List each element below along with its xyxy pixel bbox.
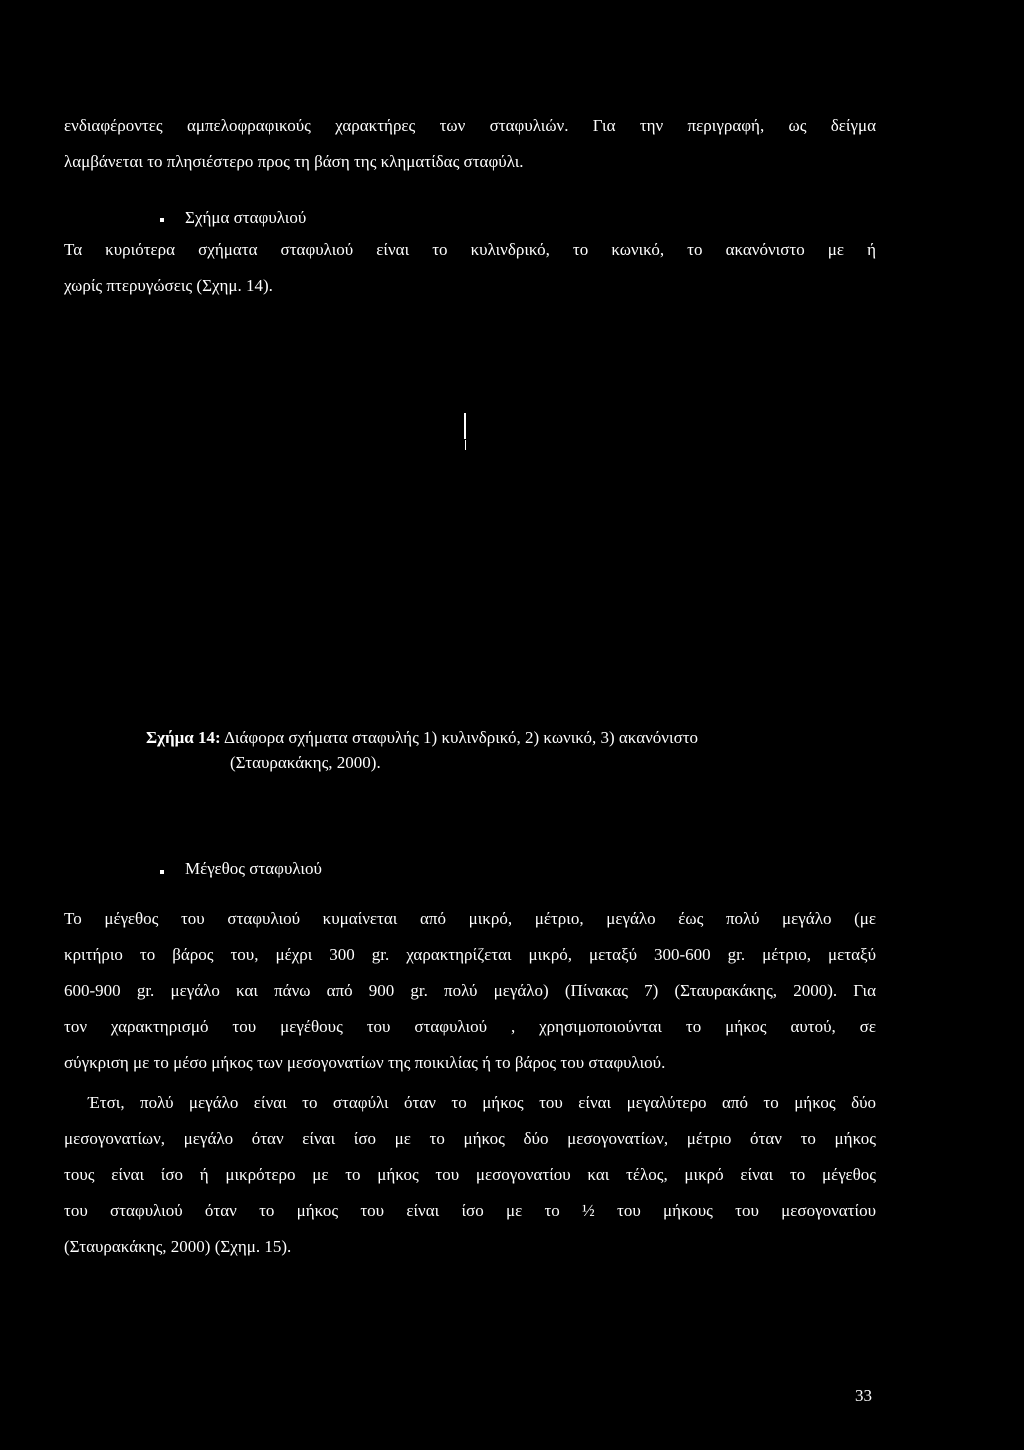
- intro-line-1: ενδιαφέροντες αμπελοφραφικούς χαρακτήρες των σταφυλιών. Για την περιγραφή, ως δείγμα: [64, 116, 876, 135]
- figure-caption-line-2: (Σταυρακάκης, 2000).: [230, 753, 381, 772]
- size-line-2: κριτήριο το βάρος του, μέχρι 300 gr. χαρακτηρίζεται μικρό, μεταξύ 300-600 gr. μέτριο, μεταξύ: [64, 945, 876, 964]
- size-line-4: τον χαρακτηρισμό του μεγέθους του σταφυλιού , χρησιμοποιούνται το μήκος αυτού, σε: [64, 1017, 876, 1036]
- figure-caption-label: Σχήμα 14:: [146, 728, 221, 747]
- page-number: 33: [855, 1386, 872, 1405]
- size-para2-line-3: τους είναι ίσο ή μικρότερο με το μήκος του μεσογονατίου και τέλος, μικρό είναι το μέγεθος: [64, 1165, 876, 1184]
- figure-mark: [464, 413, 466, 439]
- size-section-heading: Μέγεθος σταφυλιού: [185, 859, 322, 878]
- intro-line-2: λαμβάνεται το πλησιέστερο προς τη βάση της κληματίδας σταφύλι.: [64, 152, 524, 171]
- size-line-3: 600-900 gr. μεγάλο και πάνω από 900 gr. πολύ μεγάλο) (Πίνακας 7) (Σταυρακάκης, 2000). Για: [64, 981, 876, 1000]
- size-line-1: Το μέγεθος του σταφυλιού κυμαίνεται από μικρό, μέτριο, μεγάλο έως πολύ μεγάλο (με: [64, 909, 876, 928]
- size-para2-line-1: Έτσι, πολύ μεγάλο είναι το σταφύλι όταν το μήκος του είναι μεγαλύτερο από το μήκος δύο: [88, 1093, 876, 1112]
- shape-section-heading: Σχήμα σταφυλιού: [185, 208, 307, 227]
- size-para2-line-4: του σταφυλιού όταν το μήκος του είναι ίσο με το ½ του μήκους του μεσογονατίου: [64, 1201, 876, 1220]
- figure-caption-text: Διάφορα σχήματα σταφυλής 1) κυλινδρικό, 2) κωνικό, 3) ακανόνιστο: [223, 728, 699, 747]
- shape-section-line-2: χωρίς πτερυγώσεις (Σχημ. 14).: [64, 276, 273, 295]
- size-para2-line-2: μεσογονατίων, μεγάλο όταν είναι ίσο με το μήκος δύο μεσογονατίων, μέτριο όταν το μήκος: [64, 1129, 876, 1148]
- bullet-icon: [160, 218, 164, 222]
- shape-section-line-1: Τα κυριότερα σχήματα σταφυλιού είναι το κυλινδρικό, το κωνικό, το ακανόνιστο με ή: [64, 240, 876, 259]
- size-line-5: σύγκριση με το μέσο μήκος των μεσογονατίων της ποικιλίας ή το βάρος του σταφυλιού.: [64, 1053, 666, 1072]
- figure-mark: [465, 440, 466, 450]
- figure-caption-line-1: [146, 728, 698, 748]
- figure-14-area: [64, 330, 876, 690]
- bullet-icon: [160, 870, 164, 874]
- size-para2-line-5: (Σταυρακάκης, 2000) (Σχημ. 15).: [64, 1237, 292, 1256]
